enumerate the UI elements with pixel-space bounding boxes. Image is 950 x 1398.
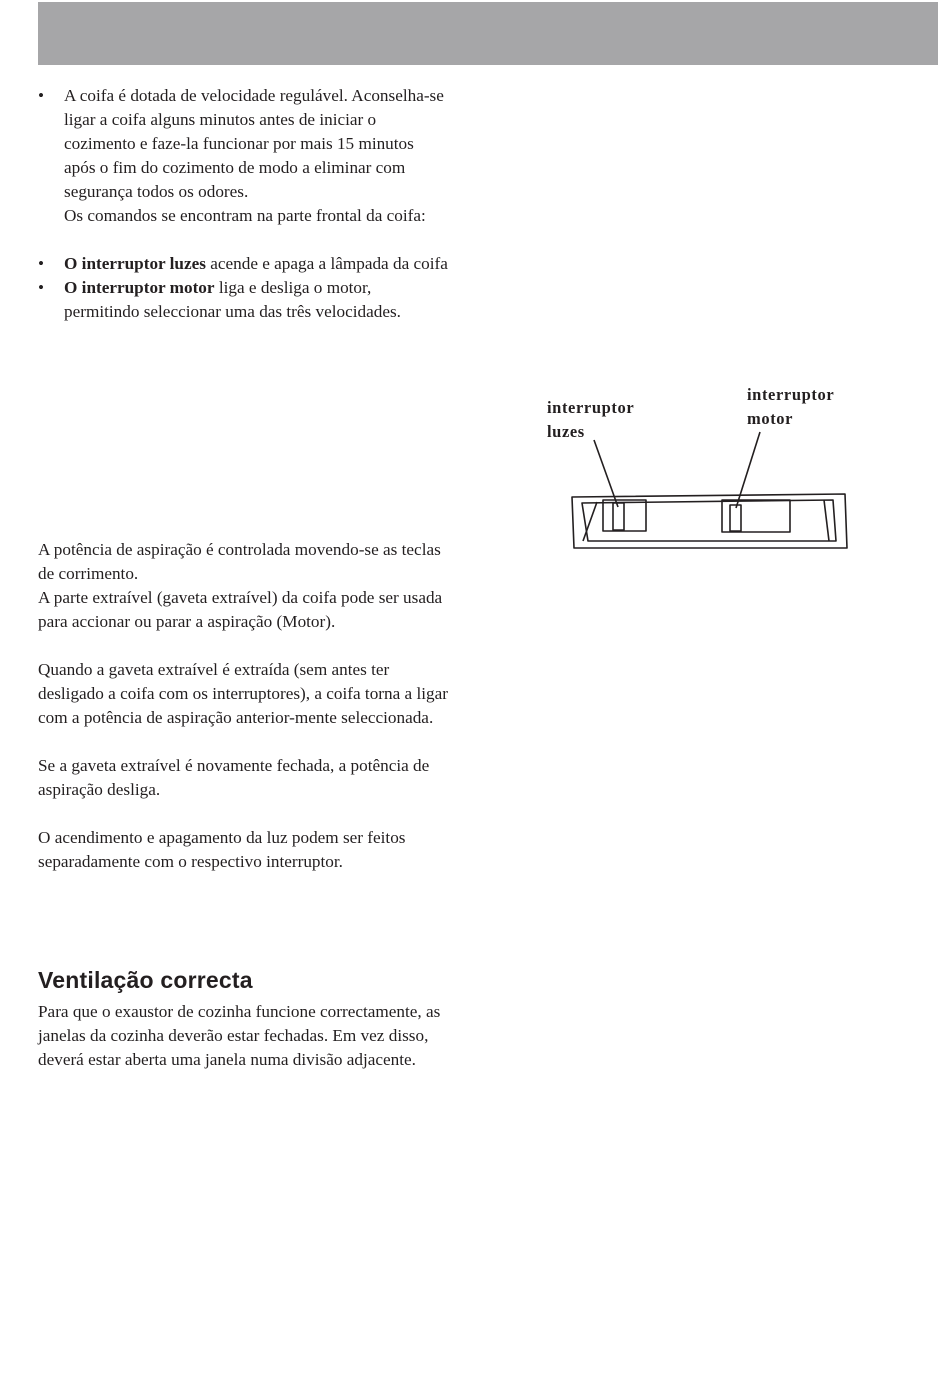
bullet-text: liga e desliga o motor, permitindo seleccionar uma das três velocidades. xyxy=(64,278,401,321)
label-motor-switch xyxy=(747,383,834,431)
label-line: motor xyxy=(747,409,794,428)
panel-inner-outline xyxy=(582,500,836,541)
controls-description xyxy=(38,84,448,324)
header-bar xyxy=(38,2,938,65)
controls-bullet-list xyxy=(38,84,448,324)
paragraph: Para que o exaustor de cozinha funcione correctamente, as janelas da cozinha deverão estar fechadas. Em vez disso, deverá estar aberta uma janela numa divisão adjacente. xyxy=(38,1002,441,1069)
bold-term: O interruptor luzes xyxy=(64,254,206,273)
lights-switch-knob xyxy=(613,503,624,530)
motor-leader-line xyxy=(736,432,760,508)
paragraph: O acendimento e apagamento da luz podem ser feitos separadamente com o respectivo interruptor. xyxy=(38,828,406,871)
paragraph: A parte extraível (gaveta extraível) da coifa pode ser usada para accionar ou parar a aspiração (Motor). xyxy=(38,588,443,631)
label-line: interruptor xyxy=(547,398,635,417)
list-item xyxy=(38,252,448,276)
list-item xyxy=(38,276,448,324)
panel-right-bevel xyxy=(824,500,829,541)
ventilation-description xyxy=(38,1000,448,1072)
bullet-text: acende e apaga a lâmpada da coifa xyxy=(205,254,448,273)
motor-switch-knob xyxy=(730,505,741,531)
bold-term: O interruptor motor xyxy=(64,278,215,297)
paragraph: • A coifa é dotada de velocidade regulável. Aconselha-se ligar a coifa alguns minutos antes de iniciar o cozimento e faze-la funcionar por mais 15 minutos após o fim do cozimento de modo a eliminar com segurança todos os odores. xyxy=(64,86,444,201)
paragraph: Quando a gaveta extraível é extraída (sem antes ter desligado a coifa com os interruptores), a coifa torna a ligar com a potência de aspiração anterior-mente seleccionada. xyxy=(38,660,448,727)
label-line: luzes xyxy=(547,422,585,441)
list-item xyxy=(38,84,448,228)
suction-description xyxy=(38,538,448,874)
paragraph: A potência de aspiração é controlada movendo-se as teclas de corrimento. xyxy=(38,540,441,583)
label-line: interruptor xyxy=(747,385,835,404)
section-heading: Ventilação correcta xyxy=(38,967,253,993)
control-panel-diagram xyxy=(560,425,860,560)
paragraph: Se a gaveta extraível é novamente fechada, a potência de aspiração desliga. xyxy=(38,756,430,799)
paragraph: Os comandos se encontram na parte frontal da coifa: xyxy=(64,206,426,225)
